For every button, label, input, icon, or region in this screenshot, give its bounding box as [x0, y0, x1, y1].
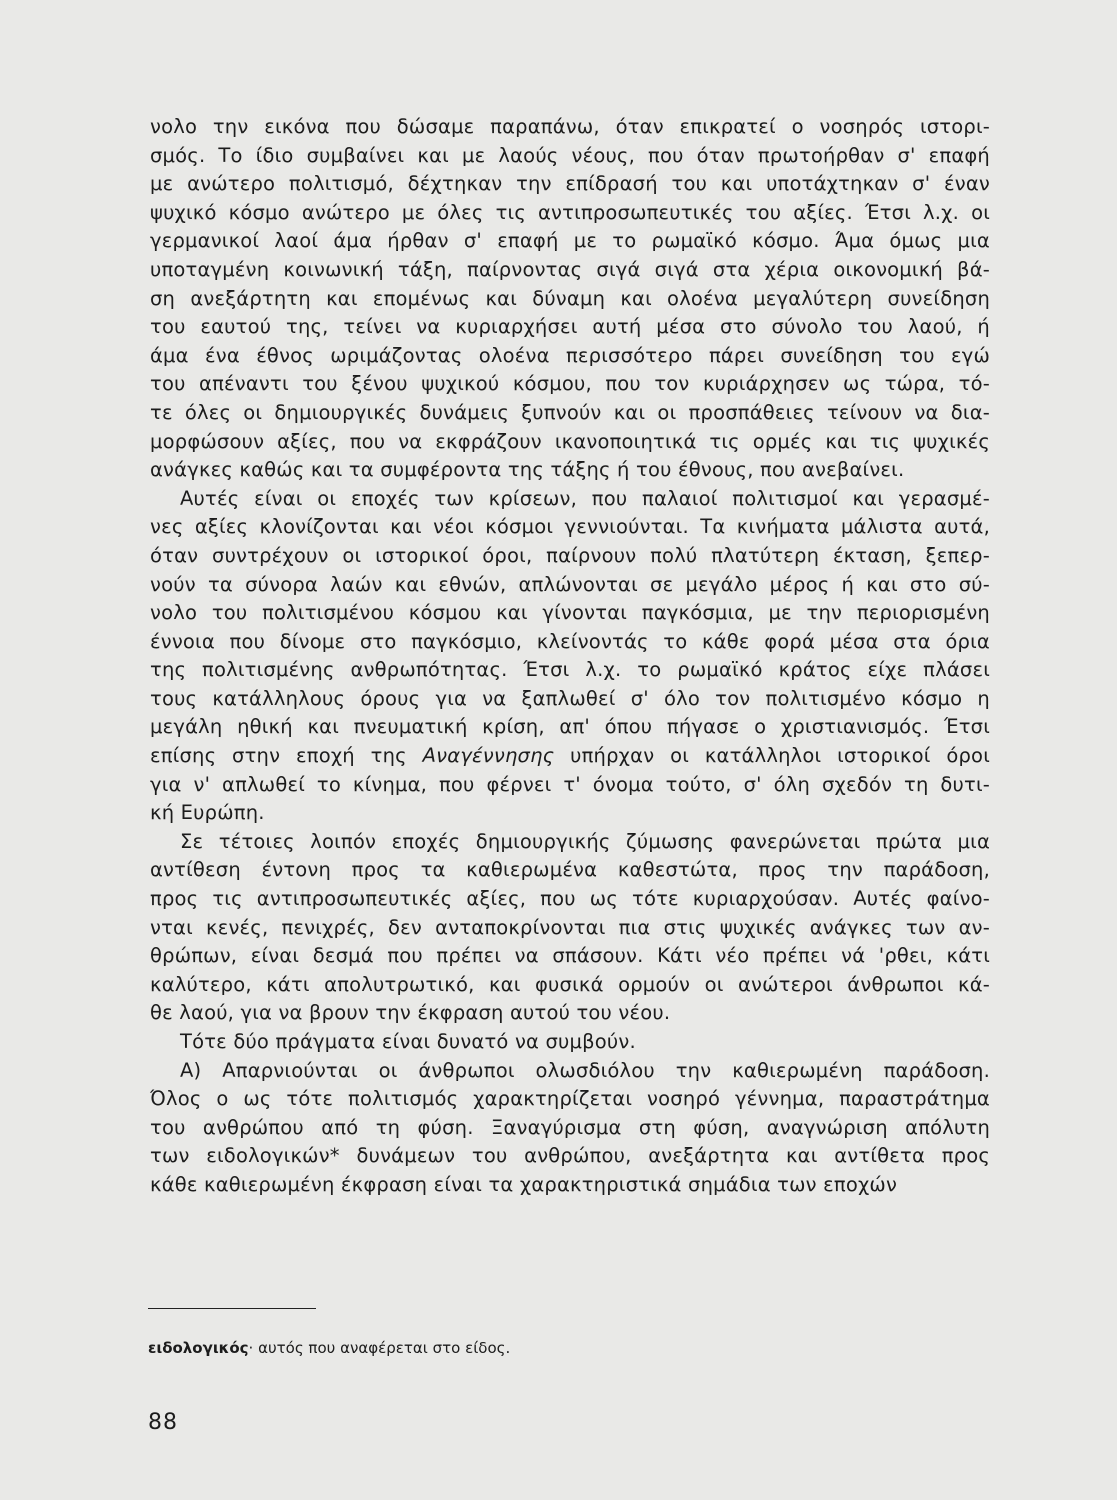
- text-line: κάθε καθιερωμένη έκφραση είναι τα χαρακτηριστικά σημάδια των εποχών: [150, 1172, 898, 1196]
- text-line: Όλος ο ως τότε πολιτισμός χαρακτηρίζεται νοσηρό γέννημα, παραστράτημα: [150, 1087, 990, 1111]
- footnote-term: ειδολογικός: [148, 1339, 249, 1357]
- text-line: Τότε δύο πράγματα είναι δυνατό να συμβούν.: [180, 1030, 636, 1053]
- footnote: [148, 1338, 848, 1358]
- paragraph: [150, 1028, 990, 1057]
- footnote-rule: [148, 1308, 316, 1309]
- text-line: Α) Απαρνιούνται οι άνθρωποι ολωσδιόλου την καθιερωμένη παράδοση.: [180, 1058, 990, 1082]
- text-line: αντίθεση έντονη προς τα καθιερωμένα καθεστώτα, προς την παράδοση,: [150, 858, 990, 882]
- text-line: θε λαού, για να βρουν την έκφραση αυτού του νέου.: [150, 1001, 671, 1025]
- text-line: του εαυτού της, τείνει να κυριαρχήσει αυτή μέσα στο σύνολο του λαού, ή: [150, 315, 990, 339]
- text-line: ανάγκες καθώς και τα συμφέροντα της τάξης ή του έθνους, που ανεβαίνει.: [150, 458, 905, 482]
- text-line: μορφώσουν αξίες, που να εκφράζουν ικανοποιητικά τις ορμές και τις ψυχικές: [150, 429, 990, 453]
- text-line: υποταγμένη κοινωνική τάξη, παίρνοντας σιγά σιγά στα χέρια οικονομική βά-: [150, 257, 990, 281]
- text-line: ση ανεξάρτητη και επομένως και δύναμη και ολοένα μεγαλύτερη συνείδηση: [150, 286, 990, 310]
- text-line: έννοια που δίνομε στο παγκόσμιο, κλείνοντάς το κάθε φορά μέσα στα όρια: [150, 629, 990, 653]
- text-line: νούν τα σύνορα λαών και εθνών, απλώνονται σε μεγάλο μέρος ή και στο σύ-: [150, 572, 990, 596]
- paragraph: [150, 828, 990, 1028]
- text-line: άμα ένα έθνος ωριμάζοντας ολοένα περισσότερο πάρει συνείδηση του εγώ: [150, 343, 990, 367]
- text-line: μεγάλη ηθική και πνευματική κρίση, απ' όπου πήγασε ο χριστιανισμός. Έτσι: [150, 715, 990, 739]
- text-line: γερμανικοί λαοί άμα ήρθαν σ' επαφή με το ρωμαϊκό κόσμο. Άμα όμως μια: [150, 229, 990, 253]
- text-line: κή Ευρώπη.: [150, 801, 265, 825]
- text-line: νολο του πολιτισμένου κόσμου και γίνονται παγκόσμια, με την περιορισμένη: [150, 601, 990, 625]
- text-line: όταν συντρέχουν οι ιστορικοί όροι, παίρνουν πολύ πλατύτερη έκταση, ξεπερ-: [150, 543, 990, 567]
- text-line: τε όλες οι δημιουργικές δυνάμεις ξυπνούν και οι προσπάθειες τείνουν να δια-: [150, 400, 990, 424]
- text-line: του ανθρώπου από τη φύση. Ξαναγύρισμα στη φύση, αναγνώριση απόλυτη: [150, 1115, 990, 1139]
- text-line: ψυχικό κόσμο ανώτερο με όλες τις αντιπροσωπευτικές του αξίες. Έτσι λ.χ. οι: [150, 200, 990, 224]
- text-line: νες αξίες κλονίζονται και νέοι κόσμοι γεννιούνται. Τα κινήματα μάλιστα αυτά,: [150, 515, 990, 539]
- text-line: καλύτερο, κάτι απολυτρωτικό, και φυσικά ορμούν οι ανώτεροι άνθρωποι κά-: [150, 972, 990, 996]
- text-line: τους κατάλληλους όρους για να ξαπλωθεί σ' όλο τον πολιτισμένο κόσμο η: [150, 686, 990, 710]
- footnote-definition: · αυτός που αναφέρεται στο είδος.: [248, 1339, 511, 1357]
- page-number: 88: [148, 1410, 178, 1435]
- paragraph: [150, 485, 990, 828]
- paragraph: [150, 113, 990, 485]
- text-line: προς τις αντιπροσωπευτικές αξίες, που ως τότε κυριαρχούσαν. Αυτές φαίνο-: [150, 887, 990, 911]
- text-line: θρώπων, είναι δεσμά που πρέπει να σπάσουν. Κάτι νέο πρέπει νά 'ρθει, κάτι: [150, 944, 990, 968]
- text-line: επίσης στην εποχή της Αναγέννησης υπήρχαν οι κατάλληλοι ιστορικοί όροι: [150, 744, 990, 768]
- text-line: για ν' απλωθεί το κίνημα, που φέρνει τ' όνομα τούτο, σ' όλη σχεδόν τη δυτι-: [150, 772, 990, 796]
- text-line: με ανώτερο πολιτισμό, δέχτηκαν την επίδρασή του και υποτάχτηκαν σ' έναν: [150, 172, 990, 196]
- text-line: νολο την εικόνα που δώσαμε παραπάνω, όταν επικρατεί ο νοσηρός ιστορι-: [150, 115, 990, 138]
- text-line: των ειδολογικών* δυνάμεων του ανθρώπου, ανεξάρτητα και αντίθετα προς: [150, 1144, 990, 1168]
- text-line: Αυτές είναι οι εποχές των κρίσεων, που παλαιοί πολιτισμοί και γερασμέ-: [180, 486, 990, 510]
- body-text: [150, 113, 990, 1200]
- text-line: της πολιτισμένης ανθρωπότητας. Έτσι λ.χ. το ρωμαϊκό κράτος είχε πλάσει: [150, 658, 990, 682]
- text-line: Σε τέτοιες λοιπόν εποχές δημιουργικής ζύμωσης φανερώνεται πρώτα μια: [180, 829, 990, 853]
- paragraph: [150, 1057, 990, 1200]
- text-line: νται κενές, πενιχρές, δεν ανταποκρίνονται πια στις ψυχικές ανάγκες των αν-: [150, 915, 990, 939]
- text-line: του απέναντι του ξένου ψυχικού κόσμου, που τον κυριάρχησεν ως τώρα, τό-: [150, 372, 990, 396]
- text-line: σμός. Το ίδιο συμβαίνει και με λαούς νέους, που όταν πρωτοήρθαν σ' επαφή: [150, 143, 990, 167]
